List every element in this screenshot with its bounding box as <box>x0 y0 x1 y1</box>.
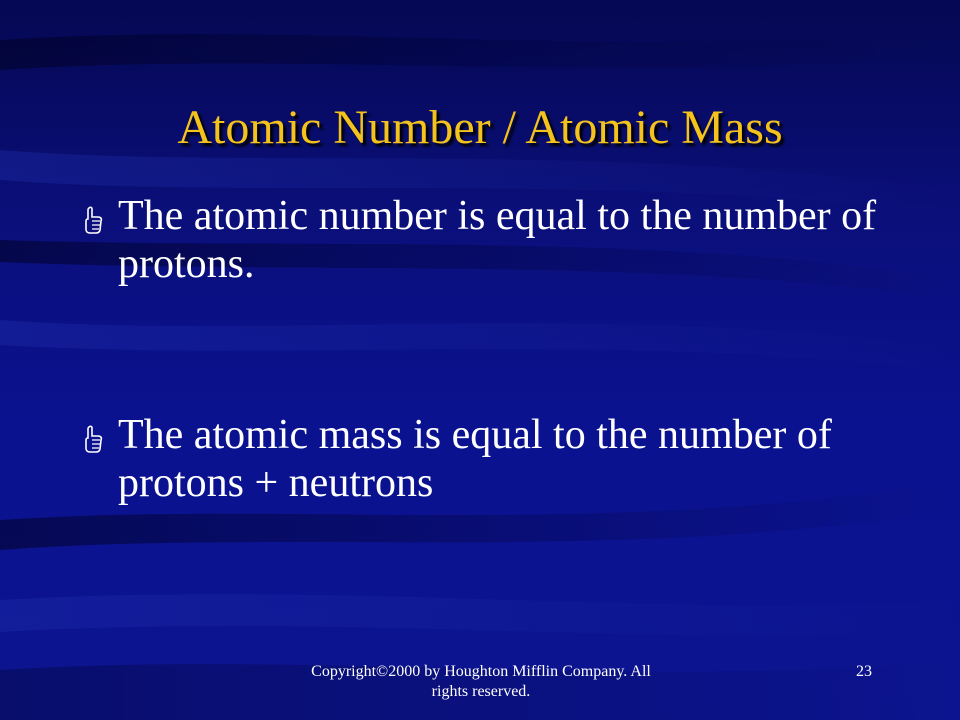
slide-title: Atomic Number / Atomic Mass <box>177 101 783 154</box>
pointing-hand-icon <box>82 206 104 234</box>
bullet-text: The atomic mass is equal to the number of protons + neutrons <box>118 412 832 506</box>
pointing-hand-icon <box>82 425 104 453</box>
copyright-footer: Copyright©2000 by Houghton Mifflin Company. All rights reserved. <box>311 663 651 700</box>
bullet-text: The atomic number is equal to the number of protons. <box>118 193 877 287</box>
page-number: 23 <box>856 663 872 680</box>
